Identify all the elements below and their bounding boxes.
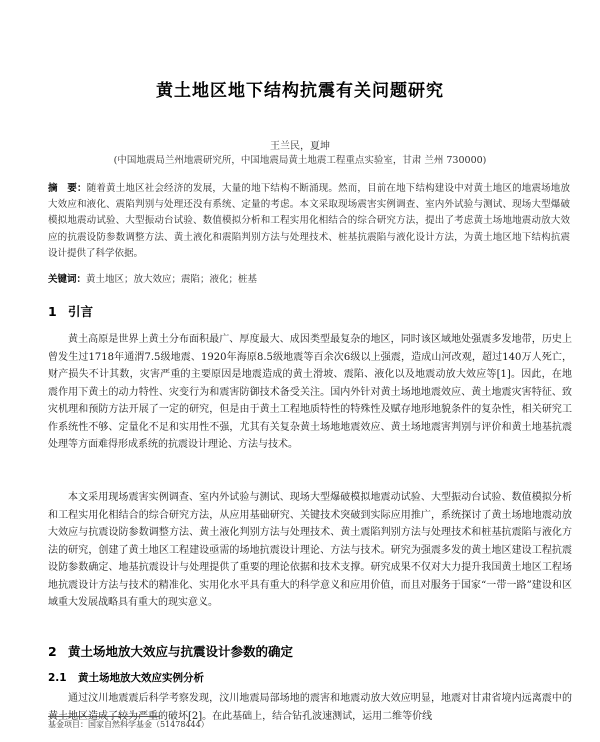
section-2-1-paragraph: 通过汶川地震震后科学考察发现，汶川地震局部场地的震害和地震动放大效应明显，地震对甘肃省境内远离震中的黄土地区造成了较为严重的破坏[2]。在此基础上，结合钻孔波速测试，运用二维等价线 bbox=[48, 693, 572, 722]
section-1-paragraph-2: 本文采用现场震害实例调查、室内外试验与测试、现场大型爆破模拟地震动试验、大型振动台试验、数值模拟分析和工程实用化相结合的综合研究方法，从应用基础研究、关键技术突破到实际应用推广，系统探讨了黄土场地地震动放大效应与抗震设防参数调整方法、黄土液化判别方法与处理技术、黄土震陷判别方法与处理技术和桩基抗震陷与液化方法的研究，创建了黄土地区工程建设亟需的场地抗震设计理论、方法与技术。研究为强震多发的黄土地区建设工程抗震设防参数确定、地基抗震设计与处理提供了重要的理论依据和技术支撑。研究成果不仅对大力提升我国黄土地区工程场地抗震设计方法与技术的精准化、实用化水平具有重大的科学意义和应用价值，而且对服务于国家“一带一路”建设和区域重大发展战略具有重大的现实意义。 bbox=[48, 492, 572, 608]
abstract-label: 摘 要： bbox=[48, 183, 87, 194]
section-2-heading bbox=[48, 642, 293, 660]
section-2-title: 黄土场地放大效应与抗震设计参数的确定 bbox=[68, 644, 294, 659]
footnote: 基金项目：国家自然科学基金（51478444） bbox=[48, 720, 209, 729]
abstract bbox=[48, 181, 570, 262]
paper-title: 黄土地区地下结构抗震有关问题研究 bbox=[156, 81, 444, 101]
section-1-heading bbox=[48, 302, 93, 320]
paper-authors: 王兰民，夏坤 bbox=[270, 141, 330, 152]
section-2-1-number: 2.1 bbox=[48, 672, 67, 684]
section-1-paragraph-1: 黄土高原是世界上黄土分布面积最广、厚度最大、成因类型最复杂的地区，同时该区域地处强震多发地带，历史上曾发生过1718年通渭7.5级地震、1920年海原8.5级地震等百余次6级以上强震，造成山河改观，超过140万人死亡，财产损失不计其数，灾害严重的主要原因是地震造成的黄土滑坡、震陷、液化以及地震动放大效应等[1]。因此，在地震作用下黄土的动力特性、灾变行为和震害防御技术备受关注。国内外针对黄土场地地震效应、黄土地震灾害特征、致灾机理和预防方法开展了一定的研究，但是由于黄土工程地质特性的特殊性及赋存地形地貌条件的复杂性，相关研究工作系统性不够、定量化不足和实用性不强，尤其有关复杂黄土场地地震效应、黄土场地震害判别与评价和黄土地基抗震处理等方面难得形成系统的抗震设计理论、方法与技术。 bbox=[48, 334, 572, 450]
keywords-text: 黄土地区；放大效应；震陷；液化；桩基 bbox=[86, 274, 258, 285]
keywords bbox=[48, 272, 570, 288]
section-1-number: 1 bbox=[48, 304, 57, 319]
section-2-number: 2 bbox=[48, 644, 57, 659]
section-2-1-title: 黄土场地放大效应实例分析 bbox=[78, 672, 204, 684]
footnote-rule bbox=[48, 716, 160, 717]
keywords-label: 关键词： bbox=[48, 274, 87, 285]
section-2-1-heading bbox=[48, 670, 204, 685]
paper-affiliation: (中国地震局兰州地震研究所，中国地震局黄土地震工程重点实验室，甘肃 兰州 730000) bbox=[113, 155, 487, 166]
abstract-text: 随着黄土地区社会经济的发展，大量的地下结构不断涌现。然而，目前在地下结构建设中对黄土地区的地震场地放大效应和液化、震陷判别与处理还没有系统、定量的考虑。本文采取现场震害实例调查、室内外试验与测试、现场大型爆破模拟地震动试验、大型振动台试验、数值模拟分析和工程实用化相结合的综合研究方法，提出了考虑黄土场地地震动放大效应的抗震设防参数调整方法、黄土液化和震陷判别方法与处理技术、桩基抗震陷与液化设计方法，为黄土地区地下结构抗震设计提供了科学依据。 bbox=[48, 183, 570, 259]
section-1-title: 引言 bbox=[68, 304, 94, 319]
